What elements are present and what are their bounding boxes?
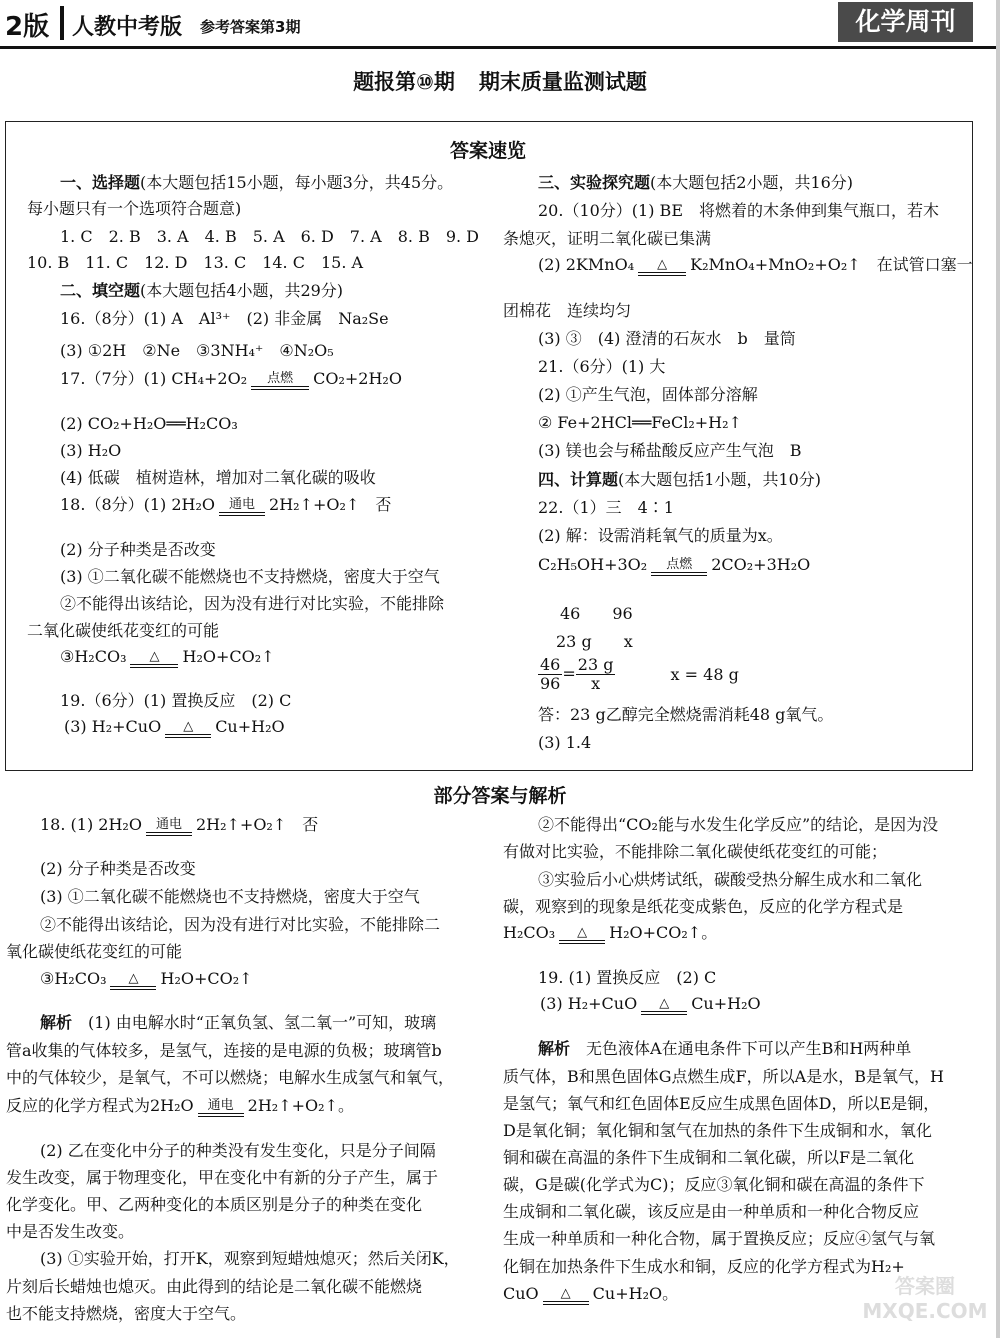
q17-part3: (3) H₂O — [60, 441, 122, 460]
watermark-logo: 答案圈 MXQE.COM — [862, 1274, 988, 1323]
q22-masses: 46 96 — [560, 604, 633, 623]
analysis-line: 也不能支持燃烧，密度大于空气。 — [6, 1304, 247, 1323]
analysis-r-line: 质气体，B和黑色固体G点燃生成F，所以A是水，B是氧气，H — [503, 1067, 944, 1086]
q17-part2: (2) CO₂+H₂O══H₂CO₃ — [60, 414, 238, 433]
analysis-r-line: 生成一种单质和一种化合物，属于置换反应；反应④氢气与氧 — [503, 1229, 936, 1248]
section-3-heading: 三、实验探究题(本大题包括2小题，共16分) — [538, 173, 854, 192]
section-1-heading: 一、选择题(本大题包括15小题，每小题3分，共45分。 — [60, 173, 454, 192]
analysis-line: 发生改变，属于物理变化，甲在变化中有新的分子产生，属于 — [6, 1168, 439, 1187]
q18-part6: ③H₂CO₃ △ H₂O+CO₂↑ — [60, 647, 275, 666]
analysis-r-line: 是氢气；氧气和红色固体E反应生成黑色固体D，所以E是铜， — [503, 1094, 940, 1113]
q20-part4: 团棉花 连续均匀 — [503, 301, 632, 320]
q18-part4: ②不能得出该结论，因为没有进行对比实验，不能排除 — [60, 594, 445, 613]
q21-part4: (3) 镁也会与稀盐酸反应产生气泡 B — [538, 441, 802, 460]
choice-row-1: 1. C 2. B 3. A 4. B 5. A 6. D 7. A 8. B 9. D — [60, 227, 480, 246]
analysis-q18-part6: ③H₂CO₃ △ H₂O+CO₂↑ — [40, 969, 253, 988]
q19-part1: 19.（6分）(1) 置换反应 (2) C — [60, 691, 292, 710]
q18-part2: (2) 分子种类是否改变 — [60, 540, 216, 559]
page-edge — [996, 0, 1000, 1338]
section-1-note: 每小题只有一个选项符合题意) — [27, 199, 242, 218]
q22-part3: (3) 1.4 — [538, 733, 592, 752]
q20-part1: 20.（10分）(1) BE 将燃着的木条伸到集气瓶口，若木 — [538, 201, 939, 220]
q22-part2: (2) 解：设需消耗氧气的质量为x。 — [538, 526, 783, 545]
analysis-r-line: D是氧化铜；氧化铜和氢气在加热的条件下生成铜和水，氧化 — [503, 1121, 932, 1140]
section-4-heading: 四、计算题(本大题包括1小题，共10分) — [538, 470, 822, 489]
header-divider — [60, 6, 64, 40]
analysis-r-equation: H₂CO₃ △ H₂O+CO₂↑。 — [503, 923, 718, 942]
edition-label: 2版 — [5, 12, 50, 42]
q22-equation: C₂H₅OH+3O₂ 点燃 2CO₂+3H₂O — [538, 555, 811, 574]
issue-label: 参考答案第3期 — [200, 18, 301, 36]
analysis-r-line: 有做对比实验，不能排除二氧化碳使纸花变红的可能； — [503, 842, 888, 861]
q20-part3: (2) 2KMnO₄ △ K₂MnO₄+MnO₂+O₂↑ 在试管口塞一 — [538, 255, 973, 274]
analysis-line: 管a收集的气体较多，是氢气，连接的是电源的负极；玻璃管b — [6, 1041, 442, 1060]
analysis-q19-paragraph: 解析 无色液体A在通电条件下可以产生B和H两种单 — [538, 1039, 912, 1058]
analysis-q18-part5: 氧化碳使纸花变红的可能 — [6, 942, 183, 961]
analysis-r-line: 铜和碳在高温的条件下生成铜和二氧化碳，所以F是二氧化 — [503, 1148, 915, 1167]
title-issue: 题报第⑩期 — [353, 70, 455, 94]
analysis-r-line: 碳，G是碳(化学式为C)；反应③氧化铜和碳在高温的条件下 — [503, 1175, 925, 1194]
q21-part2: (2) ①产生气泡，固体部分溶解 — [538, 385, 758, 404]
analysis-q18-part4: ②不能得出该结论，因为没有进行对比实验，不能排除二 — [40, 915, 441, 934]
q19-part2: (3) H₂+CuO △ Cu+H₂O — [64, 717, 285, 736]
q21-part3: ② Fe+2HCl══FeCl₂+H₂↑ — [538, 413, 742, 432]
q22-answer: 答：23 g乙醇完全燃烧需消耗48 g氧气。 — [538, 705, 834, 724]
analysis-line: 中是否发生改变。 — [6, 1222, 135, 1241]
analysis-line: (2) 乙在变化中分子的种类没有发生变化，只是分子间隔 — [40, 1141, 436, 1160]
page-header — [0, 0, 1000, 46]
title-exam: 期末质量监测试题 — [478, 70, 647, 94]
q22-proportion: $\frac{46}{96}$ = $\frac{23 g}{x}$ x = 48 g — [540, 655, 739, 693]
analysis-line: 化学变化。甲、乙两种变化的本质区别是分子的种类在变化 — [6, 1195, 423, 1214]
section-analysis-heading: 部分答案与解析 — [433, 785, 567, 807]
analysis-line: 片刻后长蜡烛也熄灭。由此得到的结论是二氧化碳不能燃烧 — [6, 1277, 423, 1296]
analysis-r-line: 化铜在加热条件下生成水和铜，反应的化学方程式为H₂+ — [503, 1257, 905, 1276]
q16-part1: 16.（8分）(1) A Al³⁺ (2) 非金属 Na₂Se — [60, 309, 389, 328]
publisher-label: 人教中考版 — [72, 15, 183, 40]
q17-part4: (4) 低碳 植树造林，增加对二氧化碳的吸收 — [60, 468, 376, 487]
q18-part3: (3) ①二氧化碳不能燃烧也不支持燃烧，密度大于空气 — [60, 567, 440, 586]
q22-part1: 22.（1）三 4∶1 — [538, 498, 674, 517]
q17-part1: 17.（7分）(1) CH₄+2O₂ 点燃 CO₂+2H₂O — [60, 369, 402, 388]
q21-part1: 21.（6分）(1) 大 — [538, 357, 666, 376]
analysis-line: (3) ①实验开始，打开K，观察到短蜡烛熄灭；然后关闭K， — [40, 1249, 460, 1268]
analysis-r-line: ②不能得出“CO₂能与水发生化学反应”的结论，是因为没 — [538, 815, 939, 834]
analysis-r-line: 碳，观察到的现象是纸花变成紫色，反应的化学方程式是 — [503, 897, 904, 916]
analysis-q18-part2: (2) 分子种类是否改变 — [40, 859, 196, 878]
page-title — [0, 66, 1000, 96]
choice-row-2: 10. B 11. C 12. D 13. C 14. C 15. A — [27, 253, 364, 272]
analysis-q19-part2: (3) H₂+CuO △ Cu+H₂O — [540, 994, 761, 1013]
analysis-r-line: 生成铜和二氧化碳，该反应是由一种单质和一种化合物反应 — [503, 1202, 920, 1221]
header-rule — [0, 46, 1000, 49]
analysis-line: 中的气体较少，是氧气，不可以燃烧；电解水生成氢气和氧气， — [6, 1068, 455, 1087]
analysis-q18-part1: 18. (1) 2H₂O 通电 2H₂↑+O₂↑ 否 — [40, 815, 319, 834]
analysis-equation: 反应的化学方程式为2H₂O 通电 2H₂↑+O₂↑。 — [6, 1096, 354, 1115]
q22-quantities: 23 g x — [556, 632, 633, 651]
analysis-q18-part3: (3) ①二氧化碳不能燃烧也不支持燃烧，密度大于空气 — [40, 887, 420, 906]
analysis-paragraph: 解析 (1) 由电解水时“正氧负氢、氢二氧一”可知，玻璃 — [40, 1013, 437, 1032]
q18-part1: 18.（8分）(1) 2H₂O 通电 2H₂↑+O₂↑ 否 — [60, 495, 392, 514]
analysis-r-equation: CuO △ Cu+H₂O。 — [503, 1284, 679, 1303]
brand-logo: 化学周刊 — [838, 2, 973, 42]
q18-part5: 二氧化碳使纸花变红的可能 — [27, 621, 220, 640]
q16-part2: (3) ①2H ②Ne ③3NH₄⁺ ④N₂O₅ — [60, 341, 334, 360]
analysis-q19-part1: 19. (1) 置换反应 (2) C — [538, 968, 717, 987]
analysis-r-line: ③实验后小心烘烤试纸，碳酸受热分解生成水和二氧化 — [538, 870, 923, 889]
answer-overview-heading: 答案速览 — [449, 140, 526, 162]
q20-part5: (3) ③ (4) 澄清的石灰水 b 量筒 — [538, 329, 796, 348]
q20-part2: 条熄灭，证明二氧化碳已集满 — [503, 229, 712, 248]
section-2-heading: 二、填空题(本大题包括4小题，共29分) — [60, 281, 344, 300]
